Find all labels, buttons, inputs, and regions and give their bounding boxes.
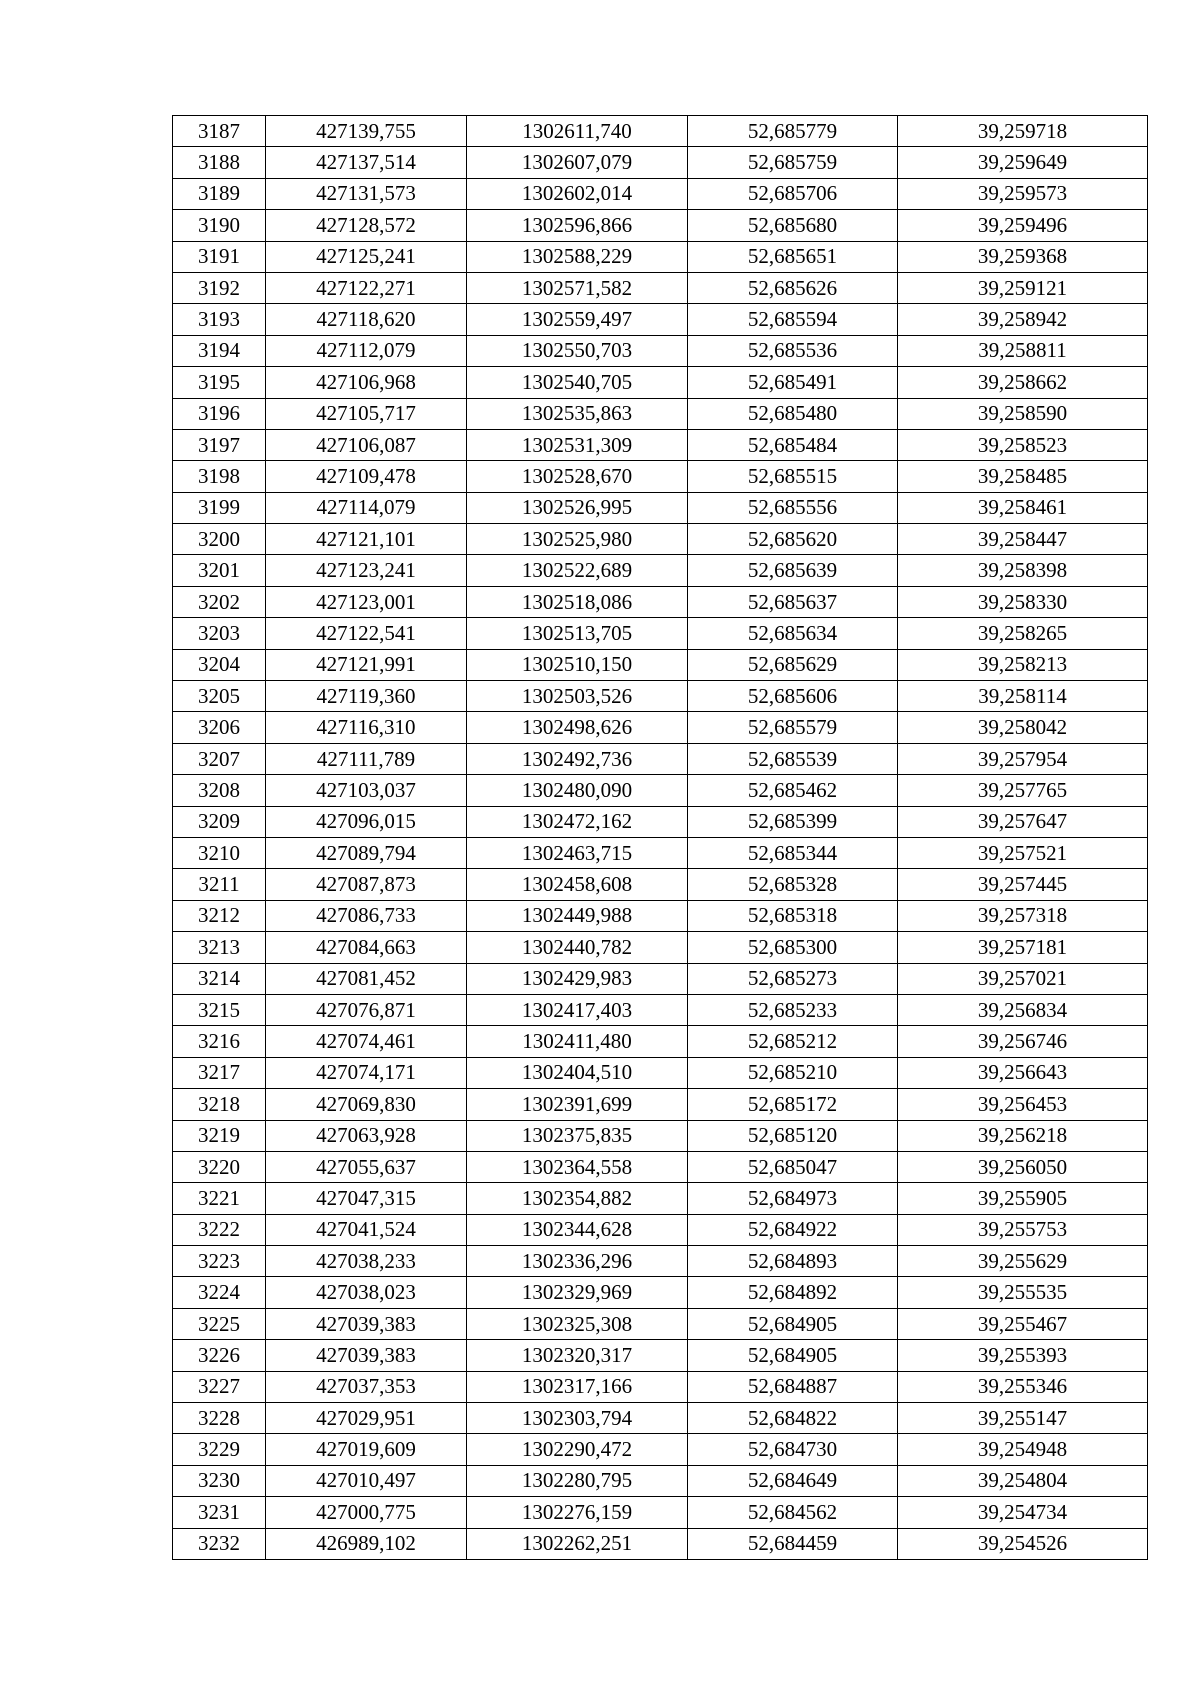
longitude-cell: 39,256453 xyxy=(898,1089,1148,1120)
latitude-cell: 52,684459 xyxy=(688,1528,898,1559)
x-coordinate-cell: 427111,789 xyxy=(266,743,467,774)
y-coordinate-cell: 1302317,166 xyxy=(467,1371,688,1402)
longitude-cell: 39,254804 xyxy=(898,1465,1148,1496)
point-number-cell: 3202 xyxy=(173,586,266,617)
coordinates-table-body xyxy=(173,116,1148,1560)
longitude-cell: 39,254734 xyxy=(898,1497,1148,1528)
y-coordinate-cell: 1302498,626 xyxy=(467,712,688,743)
x-coordinate-cell: 427074,171 xyxy=(266,1057,467,1088)
longitude-cell: 39,255467 xyxy=(898,1308,1148,1339)
latitude-cell: 52,685639 xyxy=(688,555,898,586)
y-coordinate-cell: 1302510,150 xyxy=(467,649,688,680)
y-coordinate-cell: 1302522,689 xyxy=(467,555,688,586)
point-number-cell: 3207 xyxy=(173,743,266,774)
y-coordinate-cell: 1302540,705 xyxy=(467,367,688,398)
latitude-cell: 52,685759 xyxy=(688,147,898,178)
point-number-cell: 3218 xyxy=(173,1089,266,1120)
table-row xyxy=(173,1277,1148,1308)
latitude-cell: 52,685399 xyxy=(688,806,898,837)
table-row xyxy=(173,1026,1148,1057)
x-coordinate-cell: 427038,233 xyxy=(266,1246,467,1277)
longitude-cell: 39,257445 xyxy=(898,869,1148,900)
y-coordinate-cell: 1302440,782 xyxy=(467,932,688,963)
longitude-cell: 39,258662 xyxy=(898,367,1148,398)
point-number-cell: 3201 xyxy=(173,555,266,586)
x-coordinate-cell: 427069,830 xyxy=(266,1089,467,1120)
table-row xyxy=(173,900,1148,931)
x-coordinate-cell: 427076,871 xyxy=(266,994,467,1025)
table-row xyxy=(173,1183,1148,1214)
x-coordinate-cell: 427123,241 xyxy=(266,555,467,586)
table-row xyxy=(173,586,1148,617)
point-number-cell: 3226 xyxy=(173,1340,266,1371)
y-coordinate-cell: 1302596,866 xyxy=(467,210,688,241)
table-row xyxy=(173,1465,1148,1496)
y-coordinate-cell: 1302276,159 xyxy=(467,1497,688,1528)
longitude-cell: 39,255346 xyxy=(898,1371,1148,1402)
latitude-cell: 52,685273 xyxy=(688,963,898,994)
x-coordinate-cell: 427086,733 xyxy=(266,900,467,931)
point-number-cell: 3215 xyxy=(173,994,266,1025)
point-number-cell: 3228 xyxy=(173,1403,266,1434)
point-number-cell: 3213 xyxy=(173,932,266,963)
table-row xyxy=(173,1434,1148,1465)
point-number-cell: 3210 xyxy=(173,837,266,868)
latitude-cell: 52,685539 xyxy=(688,743,898,774)
latitude-cell: 52,684562 xyxy=(688,1497,898,1528)
latitude-cell: 52,684887 xyxy=(688,1371,898,1402)
table-row xyxy=(173,1246,1148,1277)
x-coordinate-cell: 427000,775 xyxy=(266,1497,467,1528)
y-coordinate-cell: 1302472,162 xyxy=(467,806,688,837)
table-row xyxy=(173,335,1148,366)
x-coordinate-cell: 427087,873 xyxy=(266,869,467,900)
y-coordinate-cell: 1302531,309 xyxy=(467,429,688,460)
point-number-cell: 3194 xyxy=(173,335,266,366)
point-number-cell: 3205 xyxy=(173,681,266,712)
longitude-cell: 39,257021 xyxy=(898,963,1148,994)
longitude-cell: 39,258485 xyxy=(898,461,1148,492)
y-coordinate-cell: 1302280,795 xyxy=(467,1465,688,1496)
x-coordinate-cell: 427128,572 xyxy=(266,210,467,241)
point-number-cell: 3229 xyxy=(173,1434,266,1465)
x-coordinate-cell: 427106,968 xyxy=(266,367,467,398)
longitude-cell: 39,255905 xyxy=(898,1183,1148,1214)
y-coordinate-cell: 1302404,510 xyxy=(467,1057,688,1088)
latitude-cell: 52,685047 xyxy=(688,1151,898,1182)
y-coordinate-cell: 1302320,317 xyxy=(467,1340,688,1371)
point-number-cell: 3190 xyxy=(173,210,266,241)
table-row xyxy=(173,1214,1148,1245)
point-number-cell: 3200 xyxy=(173,524,266,555)
table-row xyxy=(173,1340,1148,1371)
latitude-cell: 52,685120 xyxy=(688,1120,898,1151)
point-number-cell: 3206 xyxy=(173,712,266,743)
x-coordinate-cell: 427103,037 xyxy=(266,775,467,806)
point-number-cell: 3189 xyxy=(173,178,266,209)
y-coordinate-cell: 1302458,608 xyxy=(467,869,688,900)
x-coordinate-cell: 427019,609 xyxy=(266,1434,467,1465)
latitude-cell: 52,685515 xyxy=(688,461,898,492)
table-row xyxy=(173,712,1148,743)
table-row xyxy=(173,806,1148,837)
table-row xyxy=(173,429,1148,460)
point-number-cell: 3193 xyxy=(173,304,266,335)
longitude-cell: 39,255629 xyxy=(898,1246,1148,1277)
point-number-cell: 3214 xyxy=(173,963,266,994)
longitude-cell: 39,258461 xyxy=(898,492,1148,523)
table-row xyxy=(173,1089,1148,1120)
x-coordinate-cell: 427084,663 xyxy=(266,932,467,963)
table-row xyxy=(173,241,1148,272)
latitude-cell: 52,685637 xyxy=(688,586,898,617)
table-row xyxy=(173,461,1148,492)
table-row xyxy=(173,555,1148,586)
latitude-cell: 52,685484 xyxy=(688,429,898,460)
point-number-cell: 3216 xyxy=(173,1026,266,1057)
latitude-cell: 52,685233 xyxy=(688,994,898,1025)
x-coordinate-cell: 427137,514 xyxy=(266,147,467,178)
point-number-cell: 3224 xyxy=(173,1277,266,1308)
y-coordinate-cell: 1302535,863 xyxy=(467,398,688,429)
x-coordinate-cell: 427116,310 xyxy=(266,712,467,743)
latitude-cell: 52,685634 xyxy=(688,618,898,649)
point-number-cell: 3192 xyxy=(173,272,266,303)
table-row xyxy=(173,1120,1148,1151)
longitude-cell: 39,258330 xyxy=(898,586,1148,617)
table-row xyxy=(173,837,1148,868)
x-coordinate-cell: 427081,452 xyxy=(266,963,467,994)
longitude-cell: 39,257765 xyxy=(898,775,1148,806)
point-number-cell: 3188 xyxy=(173,147,266,178)
x-coordinate-cell: 427139,755 xyxy=(266,116,467,147)
table-row xyxy=(173,1308,1148,1339)
point-number-cell: 3221 xyxy=(173,1183,266,1214)
y-coordinate-cell: 1302602,014 xyxy=(467,178,688,209)
latitude-cell: 52,685706 xyxy=(688,178,898,209)
table-row xyxy=(173,869,1148,900)
latitude-cell: 52,684649 xyxy=(688,1465,898,1496)
x-coordinate-cell: 427121,101 xyxy=(266,524,467,555)
x-coordinate-cell: 427119,360 xyxy=(266,681,467,712)
y-coordinate-cell: 1302492,736 xyxy=(467,743,688,774)
y-coordinate-cell: 1302336,296 xyxy=(467,1246,688,1277)
x-coordinate-cell: 427010,497 xyxy=(266,1465,467,1496)
longitude-cell: 39,258447 xyxy=(898,524,1148,555)
latitude-cell: 52,685606 xyxy=(688,681,898,712)
x-coordinate-cell: 427105,717 xyxy=(266,398,467,429)
table-row xyxy=(173,963,1148,994)
point-number-cell: 3222 xyxy=(173,1214,266,1245)
point-number-cell: 3191 xyxy=(173,241,266,272)
latitude-cell: 52,685300 xyxy=(688,932,898,963)
longitude-cell: 39,258265 xyxy=(898,618,1148,649)
y-coordinate-cell: 1302449,988 xyxy=(467,900,688,931)
x-coordinate-cell: 427114,079 xyxy=(266,492,467,523)
latitude-cell: 52,684905 xyxy=(688,1308,898,1339)
x-coordinate-cell: 427106,087 xyxy=(266,429,467,460)
y-coordinate-cell: 1302503,526 xyxy=(467,681,688,712)
latitude-cell: 52,684905 xyxy=(688,1340,898,1371)
x-coordinate-cell: 427038,023 xyxy=(266,1277,467,1308)
longitude-cell: 39,258811 xyxy=(898,335,1148,366)
y-coordinate-cell: 1302611,740 xyxy=(467,116,688,147)
longitude-cell: 39,257181 xyxy=(898,932,1148,963)
point-number-cell: 3220 xyxy=(173,1151,266,1182)
x-coordinate-cell: 427041,524 xyxy=(266,1214,467,1245)
latitude-cell: 52,685620 xyxy=(688,524,898,555)
point-number-cell: 3212 xyxy=(173,900,266,931)
table-row xyxy=(173,994,1148,1025)
table-row xyxy=(173,116,1148,147)
latitude-cell: 52,685328 xyxy=(688,869,898,900)
latitude-cell: 52,684893 xyxy=(688,1246,898,1277)
y-coordinate-cell: 1302364,558 xyxy=(467,1151,688,1182)
point-number-cell: 3232 xyxy=(173,1528,266,1559)
latitude-cell: 52,685556 xyxy=(688,492,898,523)
x-coordinate-cell: 427122,271 xyxy=(266,272,467,303)
latitude-cell: 52,684922 xyxy=(688,1214,898,1245)
table-row xyxy=(173,1371,1148,1402)
latitude-cell: 52,684973 xyxy=(688,1183,898,1214)
table-row xyxy=(173,178,1148,209)
table-row xyxy=(173,210,1148,241)
x-coordinate-cell: 427123,001 xyxy=(266,586,467,617)
longitude-cell: 39,258114 xyxy=(898,681,1148,712)
table-row xyxy=(173,1151,1148,1182)
point-number-cell: 3197 xyxy=(173,429,266,460)
x-coordinate-cell: 427118,620 xyxy=(266,304,467,335)
longitude-cell: 39,259573 xyxy=(898,178,1148,209)
y-coordinate-cell: 1302429,983 xyxy=(467,963,688,994)
point-number-cell: 3203 xyxy=(173,618,266,649)
latitude-cell: 52,685651 xyxy=(688,241,898,272)
x-coordinate-cell: 427055,637 xyxy=(266,1151,467,1182)
latitude-cell: 52,685491 xyxy=(688,367,898,398)
longitude-cell: 39,257954 xyxy=(898,743,1148,774)
y-coordinate-cell: 1302518,086 xyxy=(467,586,688,617)
table-row xyxy=(173,398,1148,429)
longitude-cell: 39,256050 xyxy=(898,1151,1148,1182)
longitude-cell: 39,256834 xyxy=(898,994,1148,1025)
y-coordinate-cell: 1302571,582 xyxy=(467,272,688,303)
table-row xyxy=(173,147,1148,178)
longitude-cell: 39,259649 xyxy=(898,147,1148,178)
longitude-cell: 39,259368 xyxy=(898,241,1148,272)
latitude-cell: 52,685344 xyxy=(688,837,898,868)
point-number-cell: 3209 xyxy=(173,806,266,837)
longitude-cell: 39,258942 xyxy=(898,304,1148,335)
x-coordinate-cell: 427089,794 xyxy=(266,837,467,868)
latitude-cell: 52,685579 xyxy=(688,712,898,743)
longitude-cell: 39,259121 xyxy=(898,272,1148,303)
table-row xyxy=(173,618,1148,649)
y-coordinate-cell: 1302325,308 xyxy=(467,1308,688,1339)
longitude-cell: 39,259718 xyxy=(898,116,1148,147)
table-row xyxy=(173,304,1148,335)
y-coordinate-cell: 1302528,670 xyxy=(467,461,688,492)
latitude-cell: 52,684892 xyxy=(688,1277,898,1308)
point-number-cell: 3196 xyxy=(173,398,266,429)
y-coordinate-cell: 1302417,403 xyxy=(467,994,688,1025)
point-number-cell: 3208 xyxy=(173,775,266,806)
table-row xyxy=(173,492,1148,523)
x-coordinate-cell: 426989,102 xyxy=(266,1528,467,1559)
y-coordinate-cell: 1302354,882 xyxy=(467,1183,688,1214)
point-number-cell: 3199 xyxy=(173,492,266,523)
x-coordinate-cell: 427037,353 xyxy=(266,1371,467,1402)
x-coordinate-cell: 427096,015 xyxy=(266,806,467,837)
point-number-cell: 3204 xyxy=(173,649,266,680)
longitude-cell: 39,259496 xyxy=(898,210,1148,241)
longitude-cell: 39,256746 xyxy=(898,1026,1148,1057)
y-coordinate-cell: 1302375,835 xyxy=(467,1120,688,1151)
longitude-cell: 39,256218 xyxy=(898,1120,1148,1151)
latitude-cell: 52,685462 xyxy=(688,775,898,806)
longitude-cell: 39,255393 xyxy=(898,1340,1148,1371)
y-coordinate-cell: 1302480,090 xyxy=(467,775,688,806)
latitude-cell: 52,685318 xyxy=(688,900,898,931)
point-number-cell: 3225 xyxy=(173,1308,266,1339)
y-coordinate-cell: 1302559,497 xyxy=(467,304,688,335)
y-coordinate-cell: 1302525,980 xyxy=(467,524,688,555)
table-row xyxy=(173,681,1148,712)
x-coordinate-cell: 427039,383 xyxy=(266,1308,467,1339)
x-coordinate-cell: 427039,383 xyxy=(266,1340,467,1371)
latitude-cell: 52,685629 xyxy=(688,649,898,680)
table-row xyxy=(173,775,1148,806)
x-coordinate-cell: 427121,991 xyxy=(266,649,467,680)
table-row xyxy=(173,649,1148,680)
latitude-cell: 52,685212 xyxy=(688,1026,898,1057)
y-coordinate-cell: 1302526,995 xyxy=(467,492,688,523)
y-coordinate-cell: 1302262,251 xyxy=(467,1528,688,1559)
latitude-cell: 52,684822 xyxy=(688,1403,898,1434)
y-coordinate-cell: 1302344,628 xyxy=(467,1214,688,1245)
longitude-cell: 39,257647 xyxy=(898,806,1148,837)
point-number-cell: 3230 xyxy=(173,1465,266,1496)
longitude-cell: 39,257521 xyxy=(898,837,1148,868)
longitude-cell: 39,257318 xyxy=(898,900,1148,931)
y-coordinate-cell: 1302290,472 xyxy=(467,1434,688,1465)
point-number-cell: 3217 xyxy=(173,1057,266,1088)
table-row xyxy=(173,743,1148,774)
coordinates-table xyxy=(172,115,1148,1560)
point-number-cell: 3231 xyxy=(173,1497,266,1528)
point-number-cell: 3195 xyxy=(173,367,266,398)
x-coordinate-cell: 427029,951 xyxy=(266,1403,467,1434)
longitude-cell: 39,256643 xyxy=(898,1057,1148,1088)
point-number-cell: 3227 xyxy=(173,1371,266,1402)
longitude-cell: 39,258523 xyxy=(898,429,1148,460)
table-row xyxy=(173,1497,1148,1528)
longitude-cell: 39,254526 xyxy=(898,1528,1148,1559)
x-coordinate-cell: 427112,079 xyxy=(266,335,467,366)
table-row xyxy=(173,1403,1148,1434)
y-coordinate-cell: 1302588,229 xyxy=(467,241,688,272)
y-coordinate-cell: 1302607,079 xyxy=(467,147,688,178)
y-coordinate-cell: 1302391,699 xyxy=(467,1089,688,1120)
latitude-cell: 52,685172 xyxy=(688,1089,898,1120)
latitude-cell: 52,685594 xyxy=(688,304,898,335)
longitude-cell: 39,255147 xyxy=(898,1403,1148,1434)
latitude-cell: 52,685480 xyxy=(688,398,898,429)
longitude-cell: 39,255535 xyxy=(898,1277,1148,1308)
latitude-cell: 52,685210 xyxy=(688,1057,898,1088)
x-coordinate-cell: 427047,315 xyxy=(266,1183,467,1214)
y-coordinate-cell: 1302550,703 xyxy=(467,335,688,366)
point-number-cell: 3211 xyxy=(173,869,266,900)
latitude-cell: 52,685680 xyxy=(688,210,898,241)
longitude-cell: 39,258398 xyxy=(898,555,1148,586)
point-number-cell: 3198 xyxy=(173,461,266,492)
latitude-cell: 52,684730 xyxy=(688,1434,898,1465)
latitude-cell: 52,685626 xyxy=(688,272,898,303)
y-coordinate-cell: 1302513,705 xyxy=(467,618,688,649)
longitude-cell: 39,255753 xyxy=(898,1214,1148,1245)
x-coordinate-cell: 427125,241 xyxy=(266,241,467,272)
point-number-cell: 3187 xyxy=(173,116,266,147)
longitude-cell: 39,258213 xyxy=(898,649,1148,680)
table-row xyxy=(173,1057,1148,1088)
y-coordinate-cell: 1302411,480 xyxy=(467,1026,688,1057)
longitude-cell: 39,258042 xyxy=(898,712,1148,743)
longitude-cell: 39,254948 xyxy=(898,1434,1148,1465)
point-number-cell: 3219 xyxy=(173,1120,266,1151)
table-row xyxy=(173,367,1148,398)
y-coordinate-cell: 1302463,715 xyxy=(467,837,688,868)
x-coordinate-cell: 427063,928 xyxy=(266,1120,467,1151)
longitude-cell: 39,258590 xyxy=(898,398,1148,429)
x-coordinate-cell: 427109,478 xyxy=(266,461,467,492)
x-coordinate-cell: 427074,461 xyxy=(266,1026,467,1057)
table-row xyxy=(173,272,1148,303)
y-coordinate-cell: 1302329,969 xyxy=(467,1277,688,1308)
table-row xyxy=(173,524,1148,555)
x-coordinate-cell: 427131,573 xyxy=(266,178,467,209)
table-row xyxy=(173,932,1148,963)
point-number-cell: 3223 xyxy=(173,1246,266,1277)
table-row xyxy=(173,1528,1148,1559)
x-coordinate-cell: 427122,541 xyxy=(266,618,467,649)
latitude-cell: 52,685536 xyxy=(688,335,898,366)
y-coordinate-cell: 1302303,794 xyxy=(467,1403,688,1434)
latitude-cell: 52,685779 xyxy=(688,116,898,147)
